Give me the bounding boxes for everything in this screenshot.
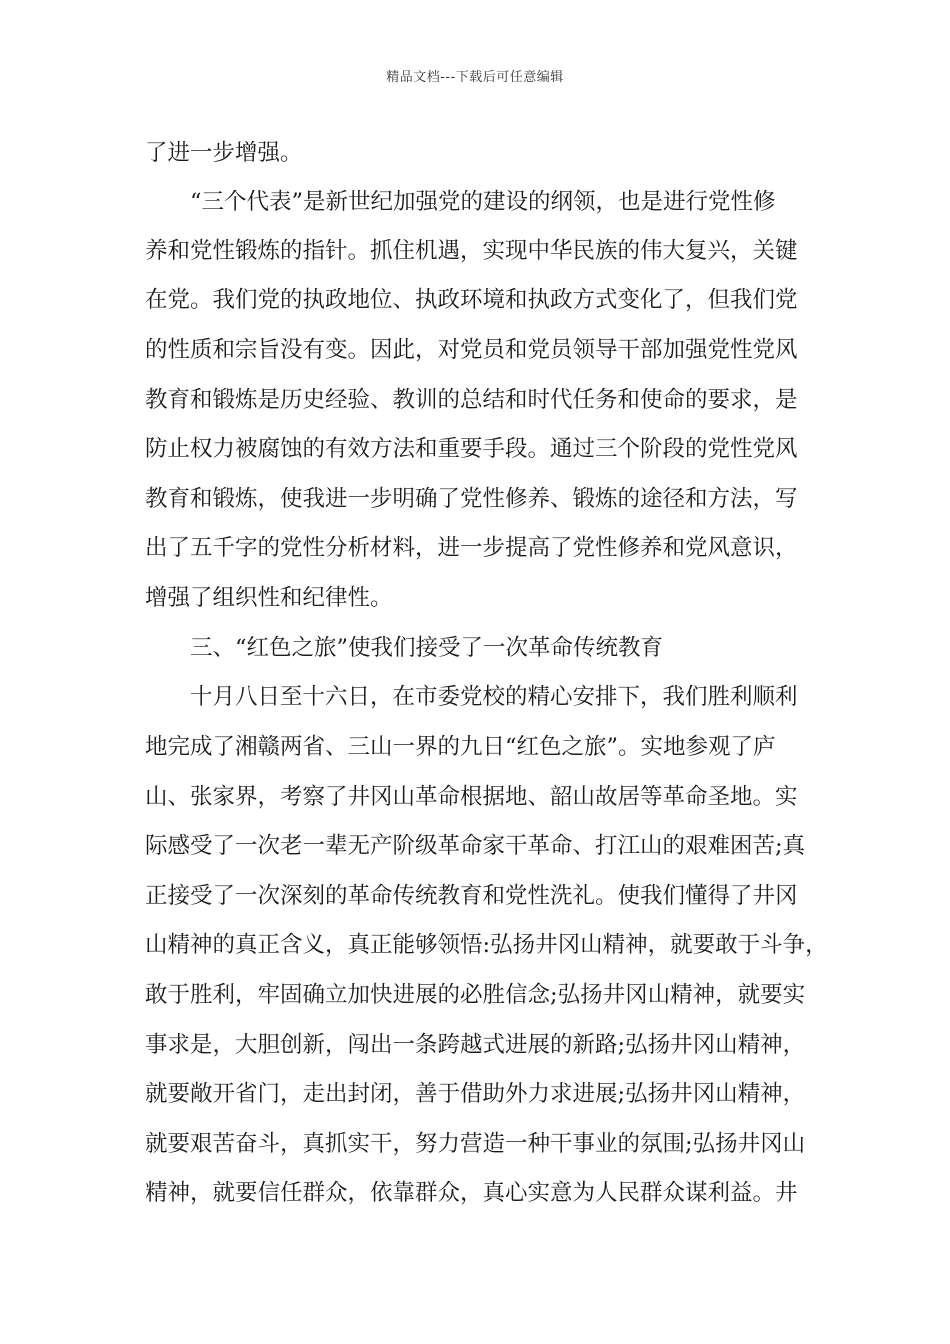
body-line-7: 防止权力被腐蚀的有效方法和重要手段。通过三个阶段的党性党风 xyxy=(145,436,798,462)
body-line-9: 出了五千字的党性分析材料，进一步提高了党性修养和党风意识， xyxy=(145,535,798,561)
body-line-21: 就要艰苦奋斗，真抓实干，努力营造一种干事业的氛围;弘扬井冈山 xyxy=(145,1131,806,1157)
body-line-15: 际感受了一次老一辈无产阶级革命家干革命、打江山的艰难困苦;真 xyxy=(145,833,806,859)
body-line-20: 就要敞开省门，走出封闭，善于借助外力求进展;弘扬井冈山精神， xyxy=(145,1081,806,1107)
body-line-16: 正接受了一次深刻的革命传统教育和党性洗礼。使我们懂得了井冈 xyxy=(145,883,798,909)
body-line-14: 山、张家界，考察了井冈山革命根据地、韶山故居等革命圣地。实 xyxy=(145,784,798,810)
body-line-18: 敢于胜利，牢固确立加快进展的必胜信念;弘扬井冈山精神，就要实 xyxy=(145,982,806,1008)
page-header: 精品文档---下载后可任意编辑 xyxy=(386,70,564,85)
body-line-19: 事求是，大胆创新，闯出一条跨越式进展的新路;弘扬井冈山精神， xyxy=(145,1032,806,1058)
body-line-4: 在党。我们党的执政地位、执政环境和执政方式变化了，但我们党 xyxy=(145,287,798,313)
body-line-13: 地完成了湘赣两省、三山一界的九日“红色之旅”。实地参观了庐 xyxy=(145,734,776,760)
body-line-22: 精神，就要信任群众，依靠群众，真心实意为人民群众谋利益。井 xyxy=(145,1180,798,1206)
body-line-5: 的性质和宗旨没有变。因此，对党员和党员领导干部加强党性党风 xyxy=(145,337,798,363)
body-line-2: “三个代表”是新世纪加强党的建设的纲领，也是进行党性修 xyxy=(190,189,776,215)
body-line-8: 教育和锻炼，使我进一步明确了党性修养、锻炼的途径和方法，写 xyxy=(145,486,798,512)
body-line-12: 十月八日至十六日，在市委党校的精心安排下，我们胜利顺利 xyxy=(190,684,798,710)
body-line-3: 养和党性锻炼的指针。抓住机遇，实现中华民族的伟大复兴，关键 xyxy=(145,238,798,264)
body-line-1: 了进一步增强。 xyxy=(145,140,303,166)
body-line-17: 山精神的真正含义，真正能够领悟:弘扬井冈山精神，就要敢于斗争， xyxy=(145,932,828,958)
body-line-6: 教育和锻炼是历史经验、教训的总结和时代任务和使命的要求，是 xyxy=(145,387,798,413)
body-line-10: 增强了组织性和纪律性。 xyxy=(145,585,393,611)
section-heading: 三、“红色之旅”使我们接受了一次革命传统教育 xyxy=(190,635,664,661)
